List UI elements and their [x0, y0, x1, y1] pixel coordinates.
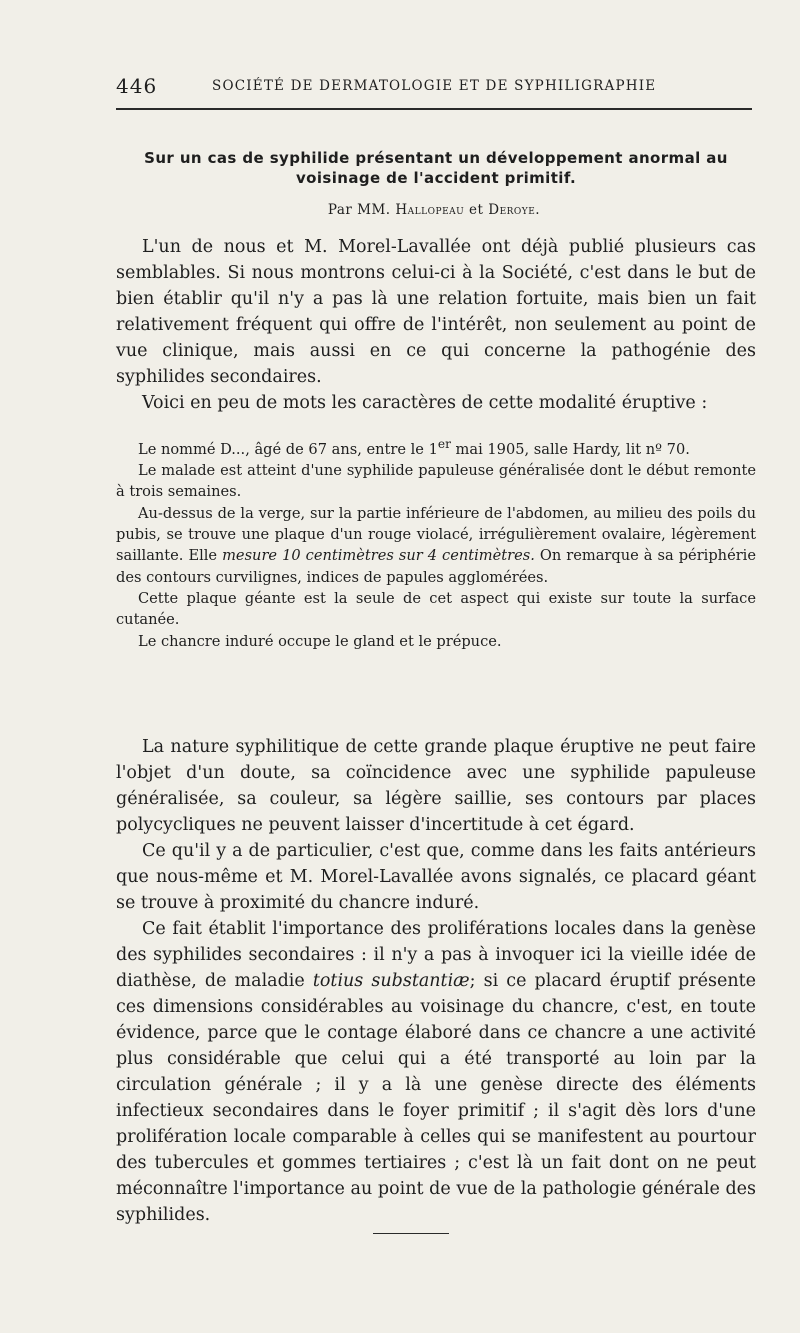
- observation-paragraph: Le malade est atteint d'une syphilide papuleuse généralisée dont le début remonte à trois semaines.: [116, 462, 756, 501]
- article-title: [112, 148, 760, 188]
- byline: [116, 202, 752, 218]
- clinical-observation: [116, 434, 756, 652]
- discussion-paragraph: Ce qu'il y a de particulier, c'est que, comme dans les faits antérieurs que nous-même et M. Morel-Lavallée avons signalés, ce placard géant se trouve à proximité du chancre induré.: [116, 841, 756, 913]
- author-deroye: Deroye.: [488, 202, 541, 218]
- discussion-section: [116, 734, 756, 1228]
- byline-prefix: Par MM.: [327, 202, 391, 218]
- intro-lead-paragraph: Voici en peu de mots les caractères de cette modalité éruptive :: [142, 393, 708, 413]
- page-number: 446: [116, 74, 158, 98]
- title-line-2: voisinage de l'accident primitif.: [295, 169, 577, 187]
- discussion-paragraph: La nature syphilitique de cette grande plaque éruptive ne peut faire l'objet d'un doute, sa coïncidence avec une syphilide papuleuse généralisée, sa couleur, sa légère saillie, ses contours par places polycycliques ne peuvent laisser d'incertitude à cet égard.: [116, 737, 756, 835]
- observation-paragraph: Le nommé D..., âgé de 67 ans, entre le 1er mai 1905, salle Hardy, lit nº 70.: [138, 437, 690, 458]
- observation-paragraph: Cette plaque géante est la seule de cet aspect qui existe sur toute la surface cutanée.: [116, 589, 756, 629]
- running-head: [0, 74, 800, 100]
- header-rule: [116, 108, 752, 110]
- author-hallopeau: Hallopeau: [395, 202, 465, 218]
- title-line-1: Sur un cas de syphilide présentant un développement anormal au: [144, 149, 728, 167]
- byline-conjunction: et: [469, 202, 484, 218]
- observation-paragraph: Au-dessus de la verge, sur la partie inférieure de l'abdomen, au milieu des poils du pubis, se trouve une plaque d'un rouge violacé, irrégulièrement ovalaire, légèrement saillante. Elle mesure 10 centimètres sur 4 centimètres. On remarque à sa périphérie des contours curvilignes, indices de papules agglomérées.: [116, 504, 756, 586]
- observation-paragraph: Le chancre induré occupe le gland et le prépuce.: [138, 632, 502, 650]
- running-title: SOCIÉTÉ DE DERMATOLOGIE ET DE SYPHILIGRAPHIE: [212, 78, 657, 94]
- intro-section: [116, 234, 756, 416]
- intro-paragraph: L'un de nous et M. Morel-Lavallée ont déjà publié plusieurs cas semblables. Si nous montrons celui-ci à la Société, c'est dans le but de bien établir qu'il n'y a pas là une relation fortuite, mais bien un fait relativement fréquent qui offre de l'intérêt, non seulement au point de vue clinique, mais aussi en ce qui concerne la pathogénie des syphilides secondaires.: [116, 237, 756, 387]
- discussion-paragraph: Ce fait établit l'importance des proliférations locales dans la genèse des syphilides secondaires : il n'y a pas à invoquer ici la vieille idée de diathèse, de maladie totius substantiæ; si ce placard éruptif présente ces dimensions considérables au voisinage du chancre, c'est, en toute évidence, parce que le contage élaboré dans ce chancre a une activité plus considérable que celui qui a été transporté au loin par la circulation générale ; il y a là une genèse directe des éléments infectieux secondaires dans le foyer primitif ; il s'agit dès lors d'une prolifération locale comparable à celles qui se manifestent au pourtour des tubercules et gommes tertiaires ; c'est là un fait dont on ne peut méconnaître l'importance au point de vue de la pathologie générale des syphilides.: [116, 919, 756, 1225]
- closing-rule: [373, 1233, 449, 1234]
